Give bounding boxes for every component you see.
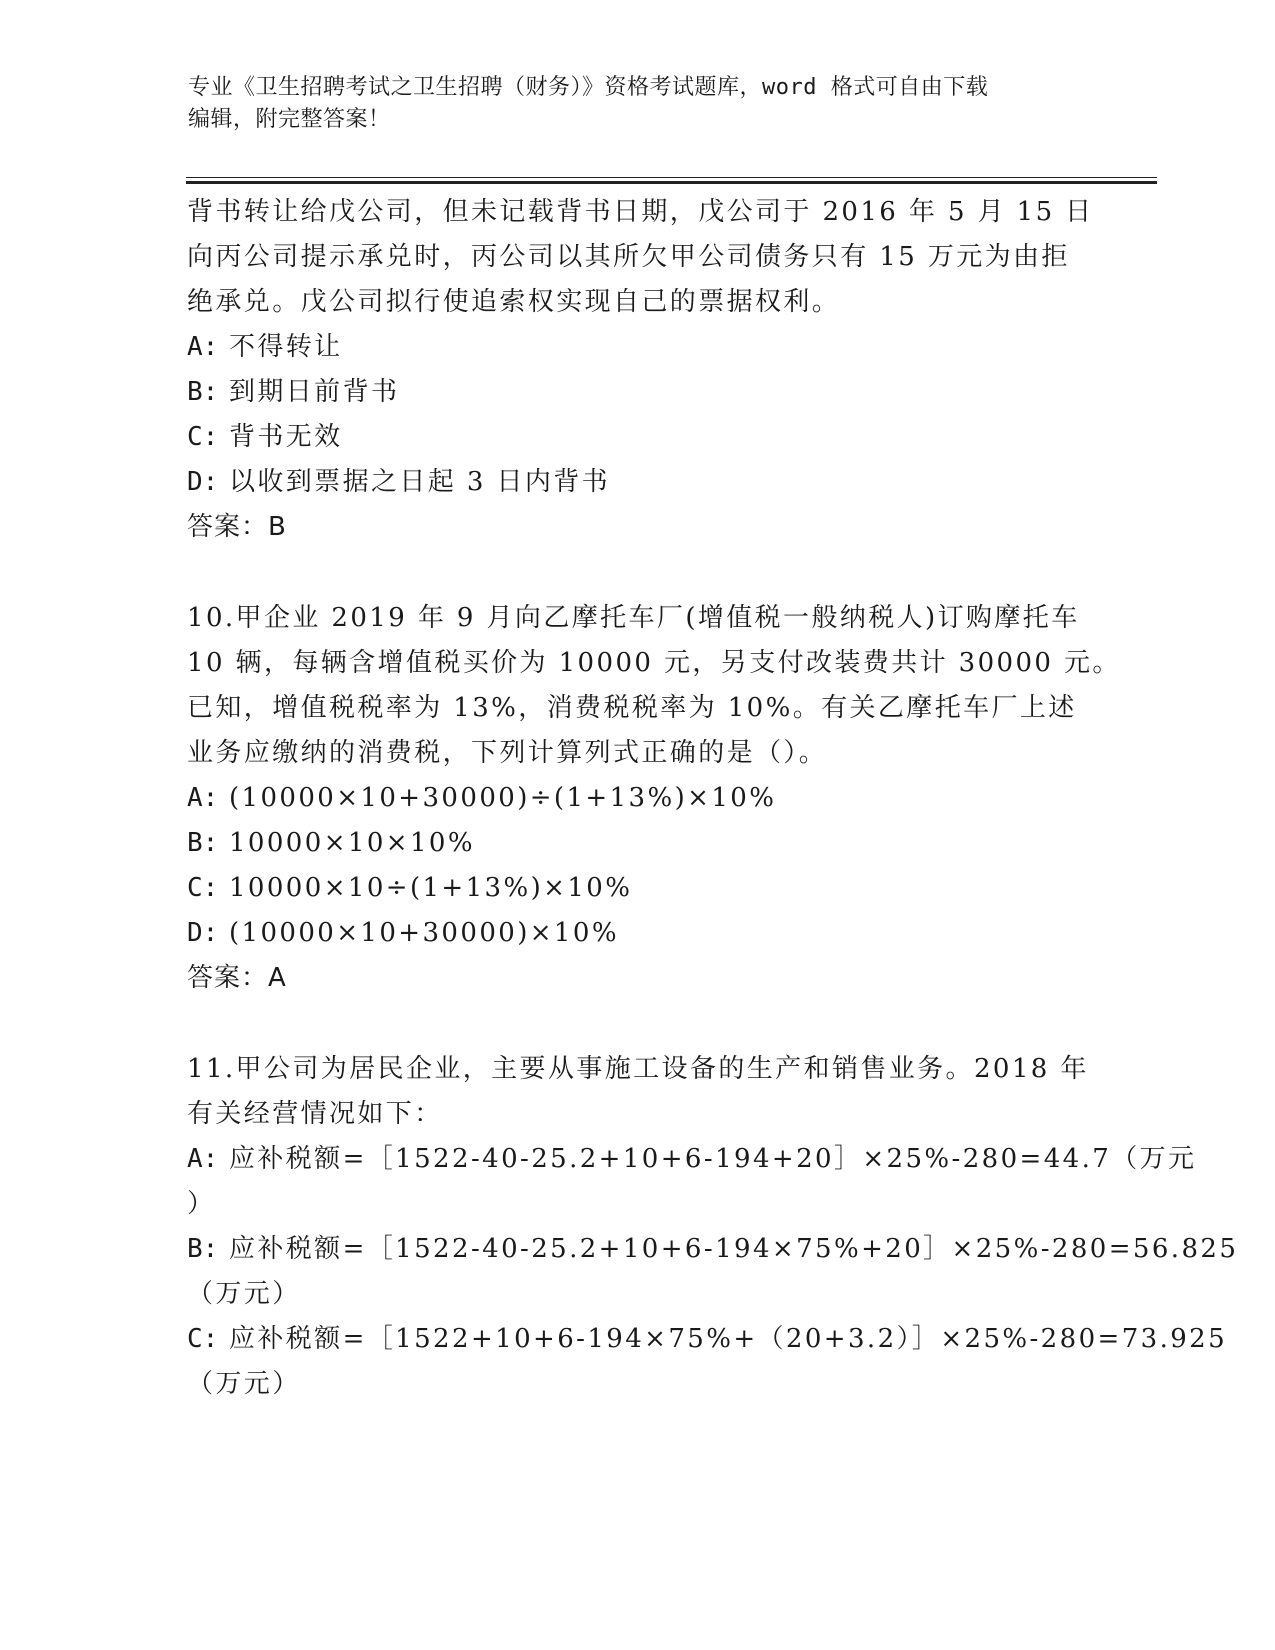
- option-b: [187, 1227, 1239, 1272]
- option-a-continuation: ）: [187, 1189, 216, 1219]
- option-text: 不得转让: [228, 332, 343, 362]
- option-text: (10000×10+30000)×10%: [228, 918, 619, 948]
- option-text: 10000×10÷(1+13%)×10%: [228, 873, 633, 903]
- option-c: [187, 866, 1087, 911]
- header-line-1: 专业《卫生招聘考试之卫生招聘（财务）》资格考试题库，word 格式可自由下载: [188, 75, 989, 100]
- question-9: [187, 190, 1094, 550]
- option-c: [187, 415, 1087, 460]
- header-divider-thick: [186, 181, 1157, 184]
- document-body: [187, 190, 1239, 1407]
- question-text-line: 背书转让给戊公司，但未记载背书日期，戊公司于 2016 年 5 月 15 日: [187, 197, 1094, 227]
- option-text: 以收到票据之日起 3 日内背书: [228, 467, 611, 497]
- answer-line: 答案：B: [187, 512, 287, 542]
- option-letter: B:: [187, 377, 219, 407]
- option-d: [187, 911, 1087, 956]
- option-b: [187, 821, 1087, 866]
- option-a: [187, 325, 1087, 370]
- option-a: [187, 776, 1087, 821]
- question-text-line: 11.甲公司为居民企业，主要从事施工设备的生产和销售业务。2018 年: [187, 1054, 1089, 1084]
- option-b-continuation: （万元）: [187, 1279, 301, 1309]
- option-c-continuation: （万元）: [187, 1369, 301, 1399]
- option-letter: A:: [187, 332, 219, 362]
- option-text: (10000×10+30000)÷(1+13%)×10%: [228, 783, 777, 813]
- option-letter: B:: [187, 828, 219, 858]
- answer-line: 答案：A: [187, 963, 287, 993]
- question-10: [187, 596, 1121, 1001]
- option-d: [187, 460, 1087, 505]
- option-letter: A:: [187, 1144, 219, 1174]
- option-letter: C:: [187, 422, 219, 452]
- question-11: [187, 1047, 1239, 1407]
- question-spacer: [187, 1001, 1087, 1047]
- option-letter: B:: [187, 1234, 219, 1264]
- option-letter: D:: [187, 918, 219, 948]
- option-letter: C:: [187, 873, 219, 903]
- question-text-line: 10.甲企业 2019 年 9 月向乙摩托车厂(增值税一般纳税人)订购摩托车: [187, 603, 1080, 633]
- option-c: [187, 1317, 1228, 1362]
- header-divider-thin: [186, 177, 1157, 178]
- question-text-line: 10 辆，每辆含增值税买价为 10000 元，另支付改装费共计 30000 元。: [187, 648, 1121, 678]
- question-text-line: 有关经营情况如下：: [187, 1099, 443, 1129]
- option-text: 10000×10×10%: [228, 828, 475, 858]
- option-text: 应补税额=［1522+10+6-194×75%+（20+3.2）］×25%-280=73.925: [228, 1324, 1228, 1354]
- document-header: [188, 72, 1088, 136]
- question-spacer: [187, 550, 1087, 596]
- option-text: 应补税额=［1522-40-25.2+10+6-194+20］×25%-280=44.7（万元: [228, 1144, 1197, 1174]
- question-text-line: 向丙公司提示承兑时，丙公司以其所欠甲公司债务只有 15 万元为由拒: [187, 242, 1070, 272]
- option-text: 到期日前背书: [228, 377, 400, 407]
- option-text: 应补税额=［1522-40-25.2+10+6-194×75%+20］×25%-280=56.825: [228, 1234, 1239, 1264]
- option-letter: D:: [187, 467, 219, 497]
- option-letter: C:: [187, 1324, 219, 1354]
- option-text: 背书无效: [228, 422, 343, 452]
- question-text-line: 绝承兑。戊公司拟行使追索权实现自己的票据权利。: [187, 287, 841, 317]
- question-text-line: 已知，增值税税率为 13%，消费税税率为 10%。有关乙摩托车厂上述: [187, 693, 1077, 723]
- header-line-2: 编辑，附完整答案！: [188, 107, 391, 132]
- question-text-line: 业务应缴纳的消费税，下列计算列式正确的是（）。: [187, 738, 828, 768]
- option-a: [187, 1137, 1197, 1182]
- option-letter: A:: [187, 783, 219, 813]
- option-b: [187, 370, 1087, 415]
